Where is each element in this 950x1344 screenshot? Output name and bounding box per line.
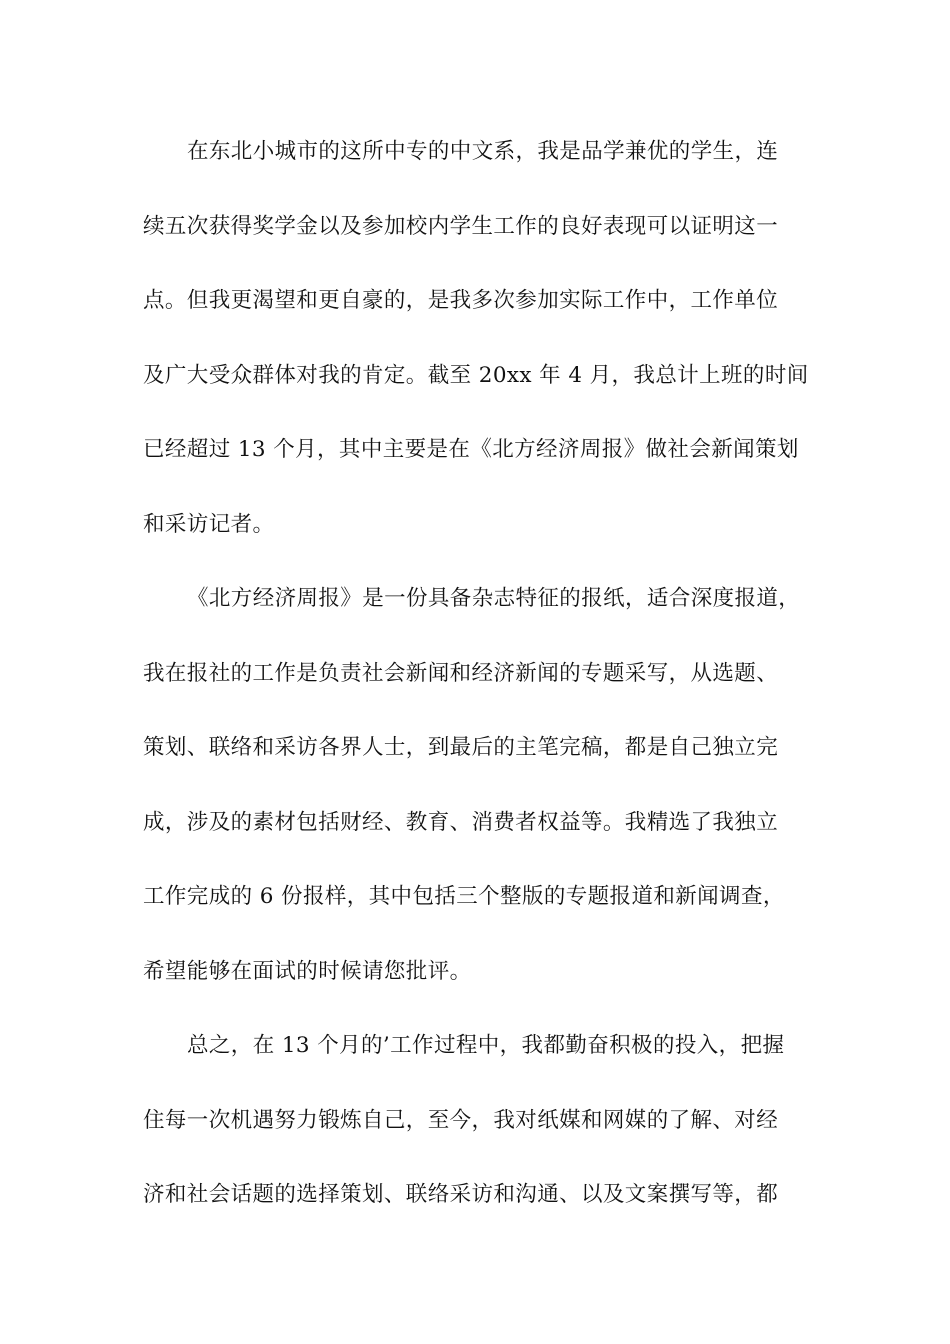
paragraph-1-line-3: 点。但我更渴望和更自豪的，是我多次参加实际工作中，工作单位 [143,288,779,313]
paragraph-3-line-3: 济和社会话题的选择策划、联络采访和沟通、以及文案撰写等，都 [143,1182,779,1207]
paragraph-2-line-3: 策划、联络和采访各界人士，到最后的主笔完稿，都是自己独立完 [143,735,779,760]
paragraph-2-line-1: 《北方经济周报》是一份具备杂志特征的报纸，适合深度报道， [187,586,801,611]
paragraph-3-line-2: 住每一次机遇努力锻炼自己，至今，我对纸媒和网媒的了解、对经 [143,1108,779,1133]
paragraph-2-line-6: 希望能够在面试的时候请您批评。 [143,959,472,984]
paragraph-2-line-5: 工作完成的 6 份报样，其中包括三个整版的专题报道和新闻调查， [143,884,785,909]
paragraph-1-line-1: 在东北小城市的这所中专的中文系，我是品学兼优的学生，连 [187,139,779,164]
paragraph-1-line-4: 及广大受众群体对我的肯定。截至 20xx 年 4 月，我总计上班的时间 [143,363,809,388]
paragraph-2-line-4: 成，涉及的素材包括财经、教育、消费者权益等。我精选了我独立 [143,810,779,835]
paragraph-1-line-2: 续五次获得奖学金以及参加校内学生工作的良好表现可以证明这一 [143,214,779,239]
paragraph-2-line-2: 我在报社的工作是负责社会新闻和经济新闻的专题采写，从选题、 [143,661,779,686]
paragraph-3-line-1: 总之，在 13 个月的’工作过程中，我都勤奋积极的投入，把握 [187,1033,785,1058]
paragraph-1-line-6: 和采访记者。 [143,512,275,537]
paragraph-1-line-5: 已经超过 13 个月，其中主要是在《北方经济周报》做社会新闻策划 [143,437,799,462]
